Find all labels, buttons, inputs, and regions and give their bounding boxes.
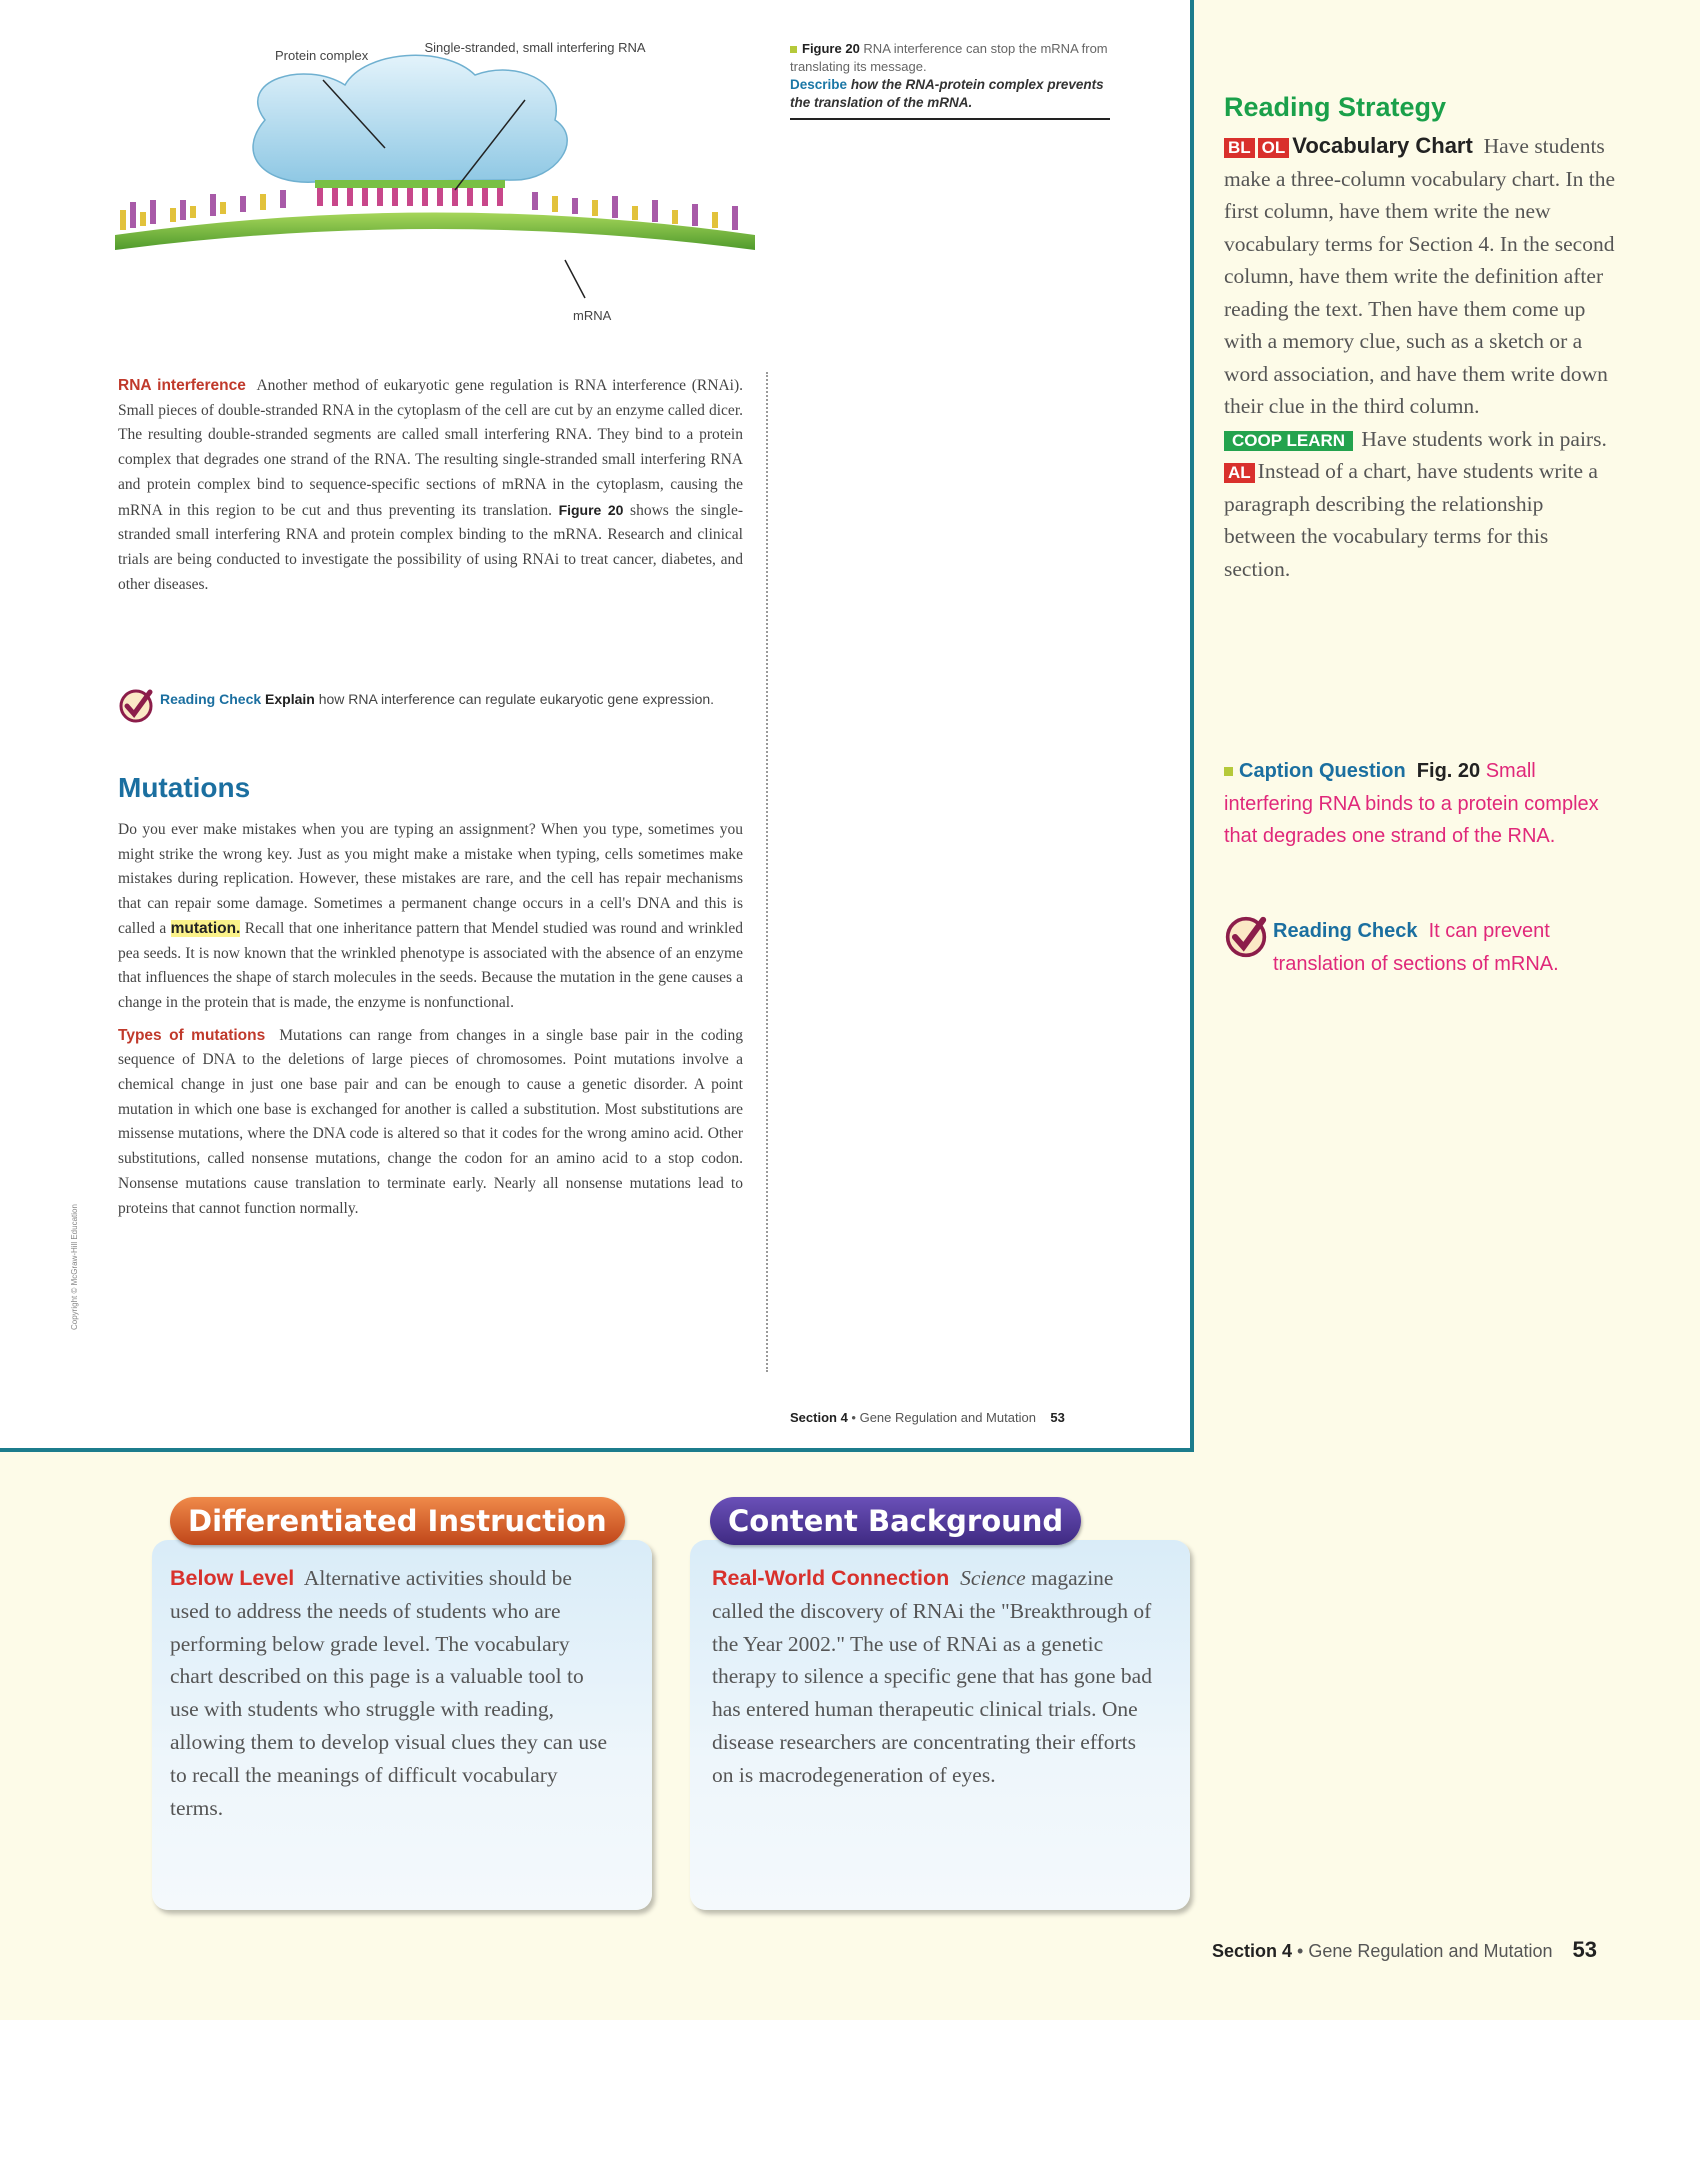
mutations-paragraph [118,818,743,1016]
caption-bullet [790,46,797,53]
badge-coop-learn: COOP LEARN [1224,431,1353,451]
real-world-heading: Real-World Connection [712,1566,950,1590]
vocab-chart-text: Have students make a three-column vocabulary chart. In the first column, have them write the new vocabulary terms for Section 4. In the second column, have them write the definition after reading the text. Then have them come up with a memory clue, such as a sketch or a word association, and have them write down their clue in the third column. [1224,134,1615,418]
below-level-text: Alternative activities should be used to address the needs of students who are performing below grade level. The vocabulary chart described on this page is a valuable tool to use with students who struggle with reading, allowing them to develop visual clues they can use to recall the meanings of difficult vocabulary terms. [170,1566,608,1820]
label-sirna-text: Single-stranded, small interfering RNA [424,40,646,55]
describe-word: Describe [790,77,848,92]
real-world-text: magazine called the discovery of RNAi the "Breakthrough of the Year 2002." The use of RNAi as a genetic therapy to silence a specific gene that has gone bad has entered human therapeutic clinical trials. One disease researchers are concentrating their efforts on is macrodegeneration of eyes. [712,1566,1152,1787]
caption-label: Figure 20 [802,41,860,56]
student-footer-page: 53 [1050,1410,1065,1425]
caption-question [1224,755,1619,853]
caption-rule [790,118,1110,120]
reading-check-explain: Explain [265,691,315,707]
teacher-footer: Section 4 • Gene Regulation and Mutation 53 [1212,1937,1597,1962]
student-page-border-right [1190,0,1194,1452]
types-paragraph [118,1024,743,1222]
reading-strategy-title: Reading Strategy [1224,92,1447,122]
label-sirna [424,40,645,55]
reading-check-question: how RNA interference can regulate eukaryotic gene expression. [318,691,715,707]
caption-question-label: Caption Question [1239,760,1406,782]
teacher-footer-section: Section 4 [1212,1941,1293,1961]
coop-block [1224,423,1619,456]
vocab-chart-title: Vocabulary Chart [1292,133,1473,158]
sirna-strand [315,180,505,188]
differentiated-instruction-text [170,1562,610,1824]
rnai-text2: shows the single-stranded small interfering RNA and protein complex binding to the mRNA. Research and clinical trials are being conducted to investigate the possibility of using RNAi to treat cancer, diabetes, and other diseases. [118,501,743,593]
reading-strategy-body [1224,130,1619,585]
copyright: Copyright © McGraw-Hill Education [70,1204,79,1330]
mutations-section [118,818,743,1221]
teacher-reading-check-text [1273,915,1613,980]
badge-ol: OL [1258,138,1290,158]
badge-bl: BL [1224,138,1255,158]
reading-check-text [160,688,720,711]
protein-complex-shape [253,55,567,182]
types-text: Mutations can range from changes in a single base pair in the coding sequence of DNA to the deletions of large pieces of chromosomes. Point mutations involve a chemical change in just one base pair and can be enough to cause a genetic disorder. A point mutation in which one base is exchanged for another is called a substitution. Most substitutions are missense mutations, where the DNA code is altered so that it codes for the wrong amino acid. Other substitutions, called nonsense mutations, change the codon for an amino acid to a stop codon. Nonsense mutations cause translation to terminate early. Nearly all nonsense mutations lead to proteins that cannot function normally. [118,1026,744,1217]
student-footer: Section 4 • Gene Regulation and Mutation 53 [790,1410,1065,1425]
teacher-reading-check-label: Reading Check [1273,920,1418,942]
below-level-heading: Below Level [170,1566,295,1590]
figure-caption [790,40,1110,120]
content-background-text [712,1562,1152,1792]
student-footer-title: Gene Regulation and Mutation [859,1410,1036,1425]
mutations-text2: Recall that one inheritance pattern that Mendel studied was round and wrinkled pea seeds. It is now known that the wrinkled phenotype is associated with the absence of an enzyme that influences the shape of starch molecules in the seeds. Because the mutation in the gene causes a change in the protein that is made, the enzyme is nonfunctional. [118,919,743,1011]
science-italic: Science [960,1566,1026,1590]
checkmark-icon [118,688,154,724]
caption-line [790,40,1110,76]
coop-text: Have students work in pairs. [1361,426,1607,451]
mrna-strand [115,213,755,251]
student-footer-section: Section 4 [790,1410,848,1425]
rnai-heading: RNA interference [118,377,246,394]
reading-check-label: Reading Check [160,691,262,707]
caption-describe [790,76,1110,112]
label-mrna: mRNA [573,308,612,323]
rnai-section [118,374,743,597]
caption-text: RNA interference can stop the mRNA from translating its message. [790,41,1108,74]
student-page-border-bottom [0,1448,1194,1452]
teacher-footer-page: 53 [1572,1937,1597,1962]
mutation-term: mutation. [170,919,241,937]
column-divider [766,372,768,1372]
mutations-text1: Do you ever make mistakes when you are typing an assignment? When you type, sometimes you might strike the wrong key. Just as you might make a mistake when typing, cells sometimes make mistakes during replication. However, these mistakes are rare, and the cell has repair mechanisms that can repair some damage. Sometimes a permanent change occurs in a cell's DNA and this is called a [118,821,743,937]
label-protein-complex: Protein complex [275,48,369,63]
checkmark-icon [1224,915,1268,959]
rnai-fig-ref[interactable]: Figure 20 [558,501,624,518]
pointer-mrna [565,260,585,298]
content-background-tab: Content Background [710,1497,1081,1545]
figure-20-illustration [115,30,755,350]
teacher-reading-check-answer: It can prevent translation of sections of mRNA. [1273,920,1559,975]
caption-question-bullet [1224,767,1233,776]
al-block [1224,455,1619,585]
caption-question-answer: Small interfering RNA binds to a protein complex that degrades one strand of the RNA. [1224,760,1599,847]
mutations-heading: Mutations [118,772,251,803]
vocab-chart-block [1224,130,1619,423]
teacher-footer-title: Gene Regulation and Mutation [1308,1941,1553,1961]
caption-question-fig: Fig. 20 [1416,760,1481,782]
rnai-text1: Another method of eukaryotic gene regulation is RNA interference (RNAi). Small pieces of double-stranded RNA in the cytoplasm of the cell are cut by an enzyme called dicer. The resulting double-stranded segments are called small interfering RNA. They bind to a protein complex that degrades one strand of the RNA. The resulting single-stranded small interfering RNA and protein complex bind to sequence-specific sections of mRNA in the cytoplasm, causing the mRNA in this region to be cut and thus preventing its translation. [118,377,743,519]
types-heading: Types of mutations [118,1026,266,1044]
rnai-paragraph [118,374,743,597]
al-text: Instead of a chart, have students write a paragraph describing the relationship between the vocabulary terms for this section. [1224,459,1598,581]
differentiated-instruction-tab: Differentiated Instruction [170,1497,625,1545]
badge-al: AL [1224,463,1255,483]
describe-text: how the RNA-protein complex prevents the translation of the mRNA. [790,77,1104,110]
